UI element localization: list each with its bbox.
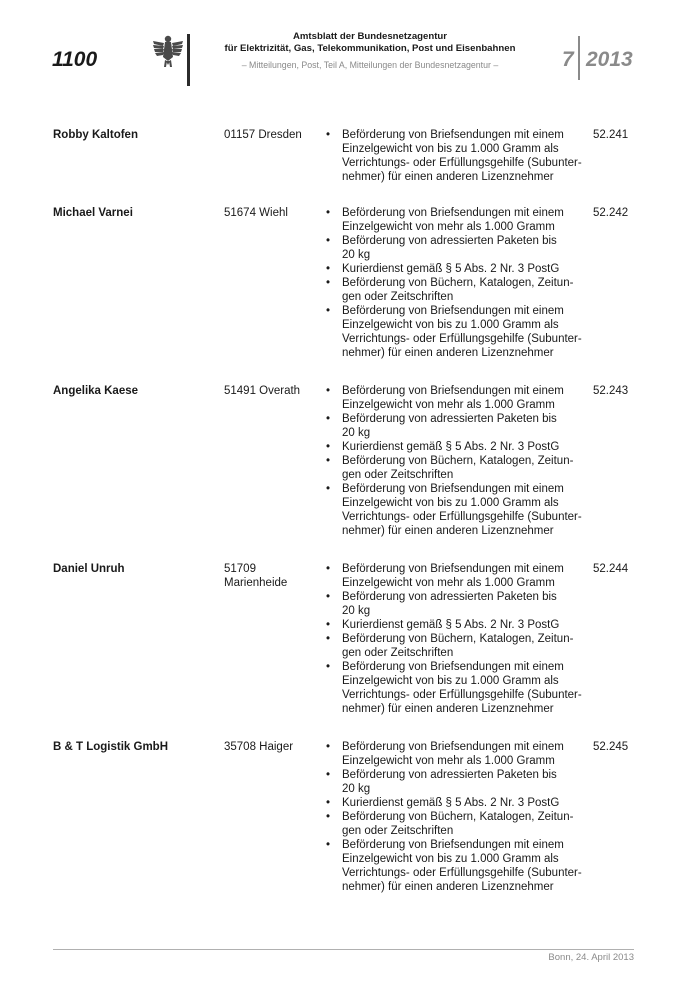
issue-year: 2013 [586,48,633,71]
license-number: 52.244 [593,563,629,575]
license-entry [0,562,700,740]
bullet-icon: • [326,235,331,247]
bullet-icon: • [326,633,331,645]
journal-title-line-2: für Elektrizität, Gas, Telekommunikation, Post und Eisenbahnen [224,42,516,54]
service-item: • Beförderung von Briefsendungen mit einem Einzelgewicht von mehr als 1.000 Gramm [326,741,564,767]
license-number: 52.245 [593,741,629,753]
service-list [326,562,588,716]
bullet-icon: • [326,413,331,425]
service-list [326,206,588,360]
service-item: • Beförderung von adressierten Paketen bis 20 kg [326,235,557,261]
service-item: • Beförderung von Briefsendungen mit einem Einzelgewicht von bis zu 1.000 Gramm als Verrichtungs- oder Erfüllungsgehilfe (Subunter- nehmer) für einen anderen Lizenznehmer [326,305,582,359]
bullet-icon: • [326,207,331,219]
service-item: • Beförderung von Briefsendungen mit einem Einzelgewicht von bis zu 1.000 Gramm als Verrichtungs- oder Erfüllungsgehilfe (Subunter- nehmer) für einen anderen Lizenznehmer [326,129,582,183]
service-item: • Beförderung von Briefsendungen mit einem Einzelgewicht von bis zu 1.000 Gramm als Verrichtungs- oder Erfüllungsgehilfe (Subunter- nehmer) für einen anderen Lizenznehmer [326,839,582,893]
page-number: 1100 [52,48,98,71]
service-item: • Beförderung von Briefsendungen mit einem Einzelgewicht von mehr als 1.000 Gramm [326,207,564,233]
service-item: • Beförderung von Briefsendungen mit einem Einzelgewicht von bis zu 1.000 Gramm als Verrichtungs- oder Erfüllungsgehilfe (Subunter- nehmer) für einen anderen Lizenznehmer [326,483,582,537]
bullet-icon: • [326,741,331,753]
service-list [326,740,588,894]
federal-eagle-icon [152,33,184,69]
licensee-name: Angelika Kaese [53,385,139,397]
service-item: • Beförderung von Briefsendungen mit einem Einzelgewicht von mehr als 1.000 Gramm [326,385,564,411]
bullet-icon: • [326,839,331,851]
bullet-icon: • [326,441,331,453]
service-item: • Kurierdienst gemäß § 5 Abs. 2 Nr. 3 PostG [326,441,560,453]
issue-number: 7 [562,48,574,71]
license-entry [0,128,700,206]
service-item: • Kurierdienst gemäß § 5 Abs. 2 Nr. 3 PostG [326,619,560,631]
bullet-icon: • [326,563,331,575]
bullet-icon: • [326,483,331,495]
service-item: • Beförderung von Büchern, Katalogen, Zeitun- gen oder Zeitschriften [326,277,574,303]
bullet-icon: • [326,591,331,603]
header-divider [187,34,190,86]
bullet-icon: • [326,305,331,317]
license-list [0,128,700,900]
service-item: • Beförderung von adressierten Paketen bis 20 kg [326,591,557,617]
licensee-place: 51709 Marienheide [224,563,288,589]
service-item: • Kurierdienst gemäß § 5 Abs. 2 Nr. 3 PostG [326,263,560,275]
service-list [326,128,588,184]
service-item: • Beförderung von Briefsendungen mit einem Einzelgewicht von mehr als 1.000 Gramm [326,563,564,589]
service-item: • Beförderung von adressierten Paketen bis 20 kg [326,769,557,795]
service-item: • Beförderung von Büchern, Katalogen, Zeitun- gen oder Zeitschriften [326,811,574,837]
licensee-place: 35708 Haiger [224,741,294,753]
service-item: • Beförderung von adressierten Paketen bis 20 kg [326,413,557,439]
license-entry [0,384,700,562]
section-subtitle: – Mitteilungen, Post, Teil A, Mitteilungen der Bundesnetzagentur – [241,60,499,70]
issue-divider [578,36,580,80]
license-entry [0,206,700,384]
bullet-icon: • [326,385,331,397]
service-list [326,384,588,538]
license-number: 52.241 [593,129,629,141]
journal-title [200,31,540,54]
license-number: 52.242 [593,207,629,219]
bullet-icon: • [326,769,331,781]
service-item: • Beförderung von Briefsendungen mit einem Einzelgewicht von bis zu 1.000 Gramm als Verrichtungs- oder Erfüllungsgehilfe (Subunter- nehmer) für einen anderen Lizenznehmer [326,661,582,715]
bullet-icon: • [326,661,331,673]
licensee-place: 01157 Dresden [224,129,302,141]
journal-title-line-1: Amtsblatt der Bundesnetzagentur [292,31,448,42]
bullet-icon: • [326,619,331,631]
licensee-place: 51674 Wiehl [224,207,288,219]
footer-date: Bonn, 24. April 2013 [548,952,634,963]
bullet-icon: • [326,811,331,823]
license-entry [0,740,700,900]
license-number: 52.243 [593,385,629,397]
service-item: • Beförderung von Büchern, Katalogen, Zeitun- gen oder Zeitschriften [326,455,574,481]
bullet-icon: • [326,129,331,141]
bullet-icon: • [326,263,331,275]
service-item: • Beförderung von Büchern, Katalogen, Zeitun- gen oder Zeitschriften [326,633,574,659]
footer-divider [53,949,634,950]
licensee-name: Daniel Unruh [53,563,125,575]
bullet-icon: • [326,797,331,809]
licensee-name: Robby Kaltofen [53,129,138,141]
service-item: • Kurierdienst gemäß § 5 Abs. 2 Nr. 3 PostG [326,797,560,809]
bullet-icon: • [326,455,331,467]
licensee-name: Michael Varnei [53,207,133,219]
bullet-icon: • [326,277,331,289]
licensee-name: B & T Logistik GmbH [53,741,168,753]
licensee-place: 51491 Overath [224,385,301,397]
